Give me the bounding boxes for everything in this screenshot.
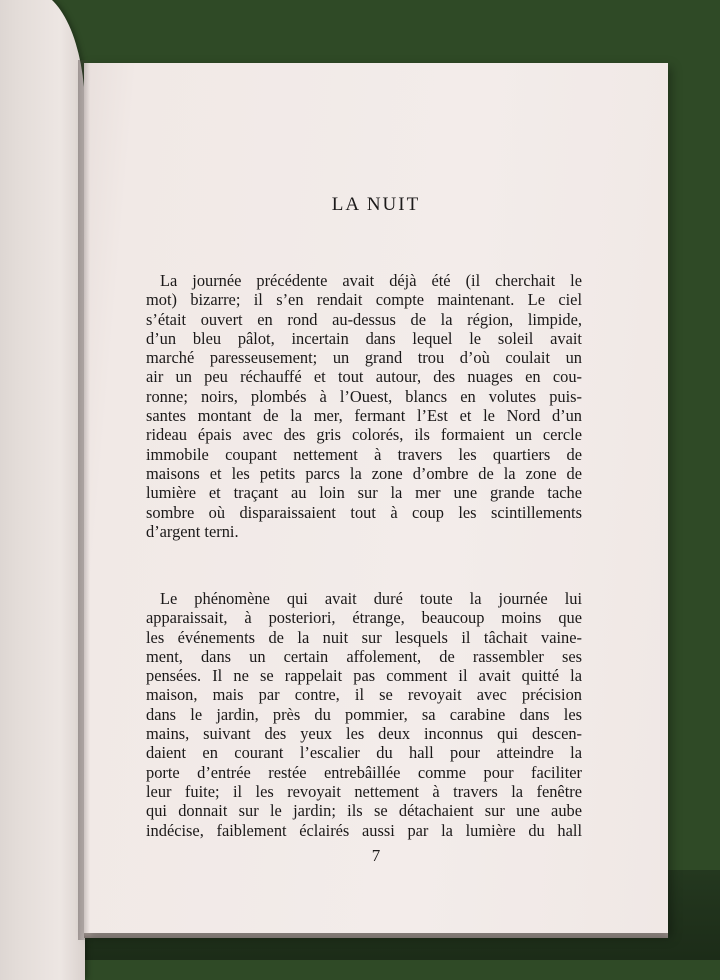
- text-line: leur fuite; il les revoyait nettement à travers la fenêtre: [146, 781, 582, 801]
- text-line: pensées. Il ne se rappelait pas comment il avait quitté la: [146, 666, 582, 686]
- text-line: porte d’entrée restée entrebâillée comme pour faciliter: [146, 762, 582, 782]
- text-line: air un peu réchauffé et tout autour, des nuages en cou-: [146, 367, 582, 387]
- text-line: maisons et les petits parcs la zone d’ombre de la zone de: [146, 463, 582, 483]
- text-line: apparaissait, à posteriori, étrange, beaucoup moins que: [146, 608, 582, 628]
- text-line: sombre où disparaissaient tout à coup les scintillements: [146, 502, 582, 522]
- text-line: d’argent terni.: [146, 521, 239, 541]
- facing-page-edge: [0, 0, 85, 980]
- chapter-title: LA NUIT: [331, 194, 421, 215]
- text-line: ment, dans un certain affolement, de rassembler ses: [146, 646, 582, 666]
- text-line: les événements de la nuit sur lesquels il tâchait vaine-: [146, 627, 582, 647]
- text-line: marché paresseusement; un grand trou d’où coulait un: [146, 348, 582, 368]
- page-number: 7: [371, 846, 381, 865]
- text-line: mot) bizarre; il s’en rendait compte maintenant. Le ciel: [146, 290, 582, 310]
- text-line: santes montant de la mer, fermant l’Est et le Nord d’un: [146, 406, 582, 426]
- paragraph-2: [146, 589, 582, 840]
- text-line: maison, mais par contre, il se revoyait avec précision: [146, 685, 582, 705]
- text-line: immobile coupant nettement à travers les quartiers de: [146, 444, 582, 464]
- text-line: La journée précédente avait déjà été (il cherchait le: [160, 271, 582, 290]
- text-line: s’était ouvert en rond au-dessus de la région, limpide,: [146, 309, 582, 329]
- text-line: indécise, faiblement éclairés aussi par la lumière du hall: [146, 820, 582, 840]
- text-line: dans le jardin, près du pommier, sa carabine dans les: [146, 704, 582, 724]
- text-line: daient en courant l’escalier du hall pour atteindre la: [146, 743, 582, 763]
- text-line: ronne; noirs, plombés à l’Ouest, blancs en volutes puis-: [146, 386, 582, 406]
- text-line: qui donnait sur le jardin; ils se détachaient sur une aube: [146, 801, 582, 821]
- text-line: rideau épais avec des gris colorés, ils formaient un cercle: [146, 425, 582, 445]
- text-line: d’un bleu pâlot, incertain dans lequel le soleil avait: [146, 328, 582, 348]
- paragraph-1: [146, 271, 582, 541]
- text-line: Le phénomène qui avait duré toute la journée lui: [160, 589, 582, 608]
- text-line: lumière et traçant au loin sur la mer une grande tache: [146, 483, 582, 503]
- book-gutter: [78, 60, 90, 940]
- text-line: mains, suivant des yeux les deux inconnus qui descen-: [146, 724, 582, 744]
